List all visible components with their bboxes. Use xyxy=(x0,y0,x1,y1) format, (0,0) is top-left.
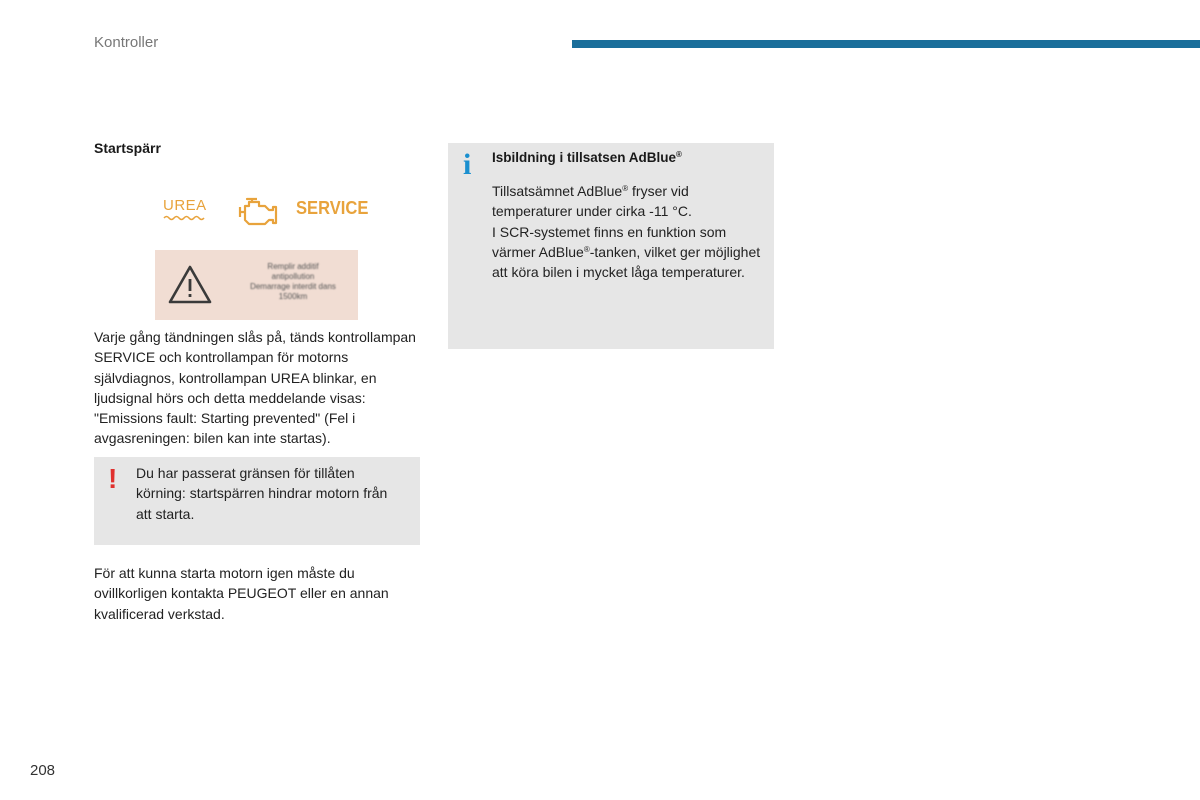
info-text-part: Tillsatsämnet AdBlue xyxy=(492,183,623,199)
registered-mark: ® xyxy=(583,244,590,254)
display-message xyxy=(233,262,353,302)
display-message-line: Remplir additif xyxy=(267,262,319,271)
display-message-line: antipollution xyxy=(271,272,315,281)
warning-text: Du har passerat gränsen för tillåten körning: startspärren hindrar motorn från att starta. xyxy=(136,465,388,522)
warning-box xyxy=(94,457,420,545)
exclamation-icon: ! xyxy=(108,463,118,494)
engine-check-icon xyxy=(238,196,280,226)
display-message-line: 1500km xyxy=(278,292,308,301)
instrument-display xyxy=(155,250,358,320)
service-lamp-label: SERVICE xyxy=(296,198,369,218)
urea-lamp-icon xyxy=(163,197,209,225)
intro-paragraph: Varje gång tändningen slås på, tänds kontrollampan SERVICE och kontrollampan för motorns självdiagnos, kontrollampan UREA blinkar, en ljudsignal hörs och detta meddelande visas: "Emissions fault: Starting prevented" (Fel i avgasreningen: bilen kan inte startas). xyxy=(94,329,416,447)
info-text-part: -tanken, vilket ger möjlighet att köra bilen i mycket låga temperaturer. xyxy=(492,243,761,281)
registered-mark: ® xyxy=(622,184,629,193)
urea-wave-icon xyxy=(163,214,205,222)
section-title: Startspärr xyxy=(94,140,161,156)
registered-mark: ® xyxy=(676,150,682,159)
display-message-line: Demarrage interdit dans xyxy=(250,282,336,291)
closing-paragraph: För att kunna starta motorn igen måste du ovillkorligen kontakta PEUGEOT eller en annan kvalificerad verkstad. xyxy=(94,565,389,622)
info-text-part: I SCR-systemet finns en funktion som värmer AdBlue xyxy=(492,223,727,260)
info-title xyxy=(492,150,682,165)
info-box xyxy=(448,143,774,349)
warning-triangle-icon xyxy=(167,264,213,306)
section-header: Kontroller xyxy=(94,34,159,51)
info-text-part: fryser vid temperaturer under cirka -11 °C. xyxy=(492,183,692,220)
info-icon: i xyxy=(463,148,472,181)
indicator-lamps xyxy=(160,194,369,228)
page-number: 208 xyxy=(30,762,56,779)
urea-label: UREA xyxy=(163,197,207,214)
header-accent-bar xyxy=(572,40,1200,48)
info-text xyxy=(492,181,767,282)
info-title-text: Isbildning i tillsatsen AdBlue xyxy=(492,150,677,165)
